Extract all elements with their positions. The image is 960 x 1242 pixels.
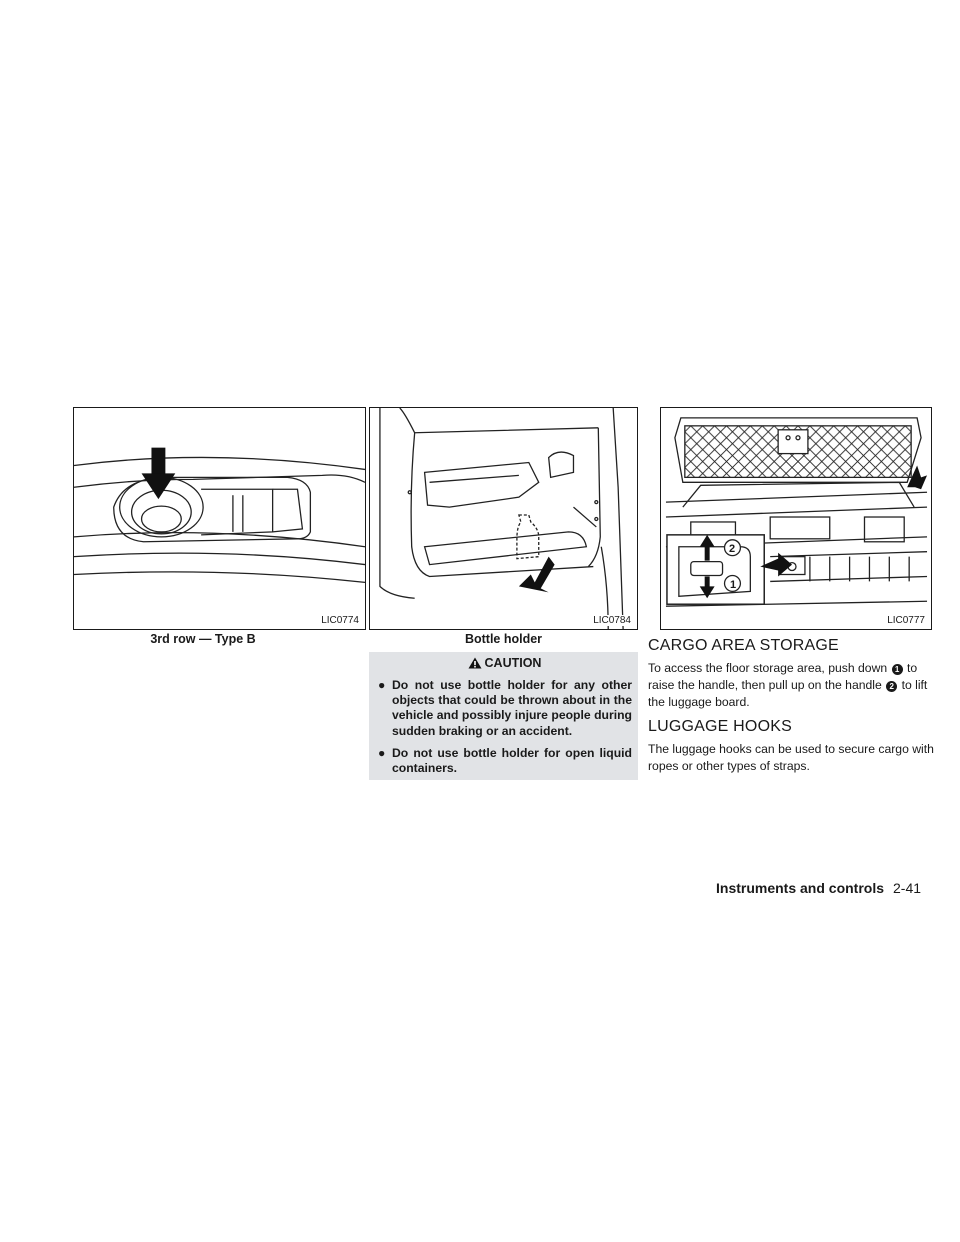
warning-icon [468, 657, 482, 669]
bullet: ● [378, 745, 386, 760]
luggage-hooks-text: The luggage hooks can be used to secure cargo with ropes or other types of straps. [648, 742, 934, 773]
footer-section-title: Instruments and controls [716, 880, 885, 896]
figure-code: LIC0784 [593, 615, 631, 626]
figure-bottle-holder [369, 407, 638, 630]
callout-label: 1 [730, 579, 737, 591]
figure-code: LIC0774 [321, 615, 359, 626]
cargo-storage-illustration [661, 408, 931, 629]
caution-list [377, 678, 632, 776]
figure-caption: 3rd row — Type B [150, 632, 256, 646]
caution-title: CAUTION [484, 656, 542, 670]
up-right-arrow-icon [519, 557, 555, 593]
page-number: 2-41 [893, 880, 922, 896]
cup-holder-illustration [74, 408, 365, 629]
cargo-storage-text: To access the floor storage area, push down 1 to raise the handle, then pull up on the handle 2 to lift the luggage board. [648, 661, 928, 709]
list-item: ● Do not use bottle holder for any other objects that could be thrown about in the vehicle and possibly injure people during sudden braking or an accident. [378, 678, 632, 738]
list-item: ● Do not use bottle holder for open liquid containers. [378, 745, 632, 776]
figure-cup-holder [73, 407, 366, 630]
callout-label: 2 [729, 543, 736, 555]
callout-2-icon: 2 [886, 681, 897, 692]
section-heading-luggage-hooks: LUGGAGE HOOKS [648, 718, 792, 735]
callout-1-icon: 1 [892, 664, 903, 675]
bullet: ● [378, 678, 386, 692]
figure-cargo-storage [660, 407, 932, 630]
caution-box [369, 652, 638, 780]
figure-code: LIC0777 [887, 615, 925, 626]
bottle-holder-illustration [370, 408, 637, 629]
section-heading-cargo-storage: CARGO AREA STORAGE [648, 637, 839, 654]
figure-caption: Bottle holder [464, 632, 543, 646]
